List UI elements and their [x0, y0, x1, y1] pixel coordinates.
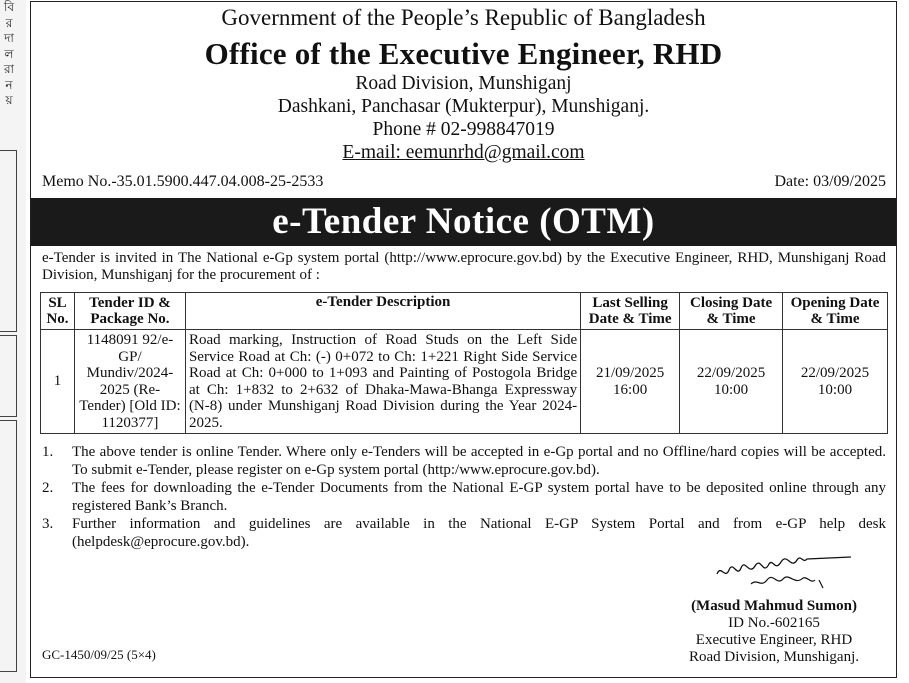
closing-time: 10:00: [713, 381, 749, 398]
note-text: The fees for downloading the e-Tender Documents from the National E-GP system portal have to be deposited online through any registered Bank’s Branch.: [72, 480, 886, 514]
memo-number: Memo No.-35.01.5900.447.04.008-25-2533: [42, 173, 324, 190]
note-text: The above tender is online Tender. Where only e-Tenders will be accepted in e-Gp portal and no Offline/hard copies will be accepted. To submit e-Tender, please register on e-Gp system portal (http:/www.eprocure.gov.bd).: [72, 444, 886, 478]
note-item: [42, 516, 886, 551]
notes-list: [42, 444, 886, 553]
note-text: Further information and guidelines are available in the National E-GP System Portal and from e-GP help desk (helpdesk@eprocure.gov.bd).: [72, 516, 886, 550]
email-line: [31, 142, 896, 164]
title-banner: [31, 198, 896, 246]
phone-line: Phone # 02-998847019: [372, 119, 555, 140]
cell-tender-id: 1148091 92/e-GP/ Mundiv/2024-2025 (Re-Tender) [Old ID: 1120377]: [74, 330, 185, 434]
opening-time: 10:00: [817, 381, 853, 398]
note-number: 2.: [42, 480, 54, 497]
strip-char: দা: [4, 31, 14, 45]
strip-char: রা: [3, 62, 15, 76]
header-tender-id: Tender ID & Package No.: [74, 293, 185, 330]
strip-char: ল: [4, 46, 14, 61]
signatory-id: ID No.-602165: [728, 615, 820, 631]
cell-description: Road marking, Instruction of Road Studs on the Left Side Service Road at Ch: (-) 0+072 to Ch: 1+221 Right Side Service Road at Ch: 0+000 to 1+093 and Painting of Postogola Bridge at Ch: 1+832 to 2+632 of Dhaka-Mawa-Bhanga Expressway (N-8) under Munshiganj Road Division during the Year 2024-2025.: [185, 330, 580, 434]
address-line: Dashkani, Panchasar (Mukterpur), Munshiganj.: [277, 96, 650, 117]
handwritten-signature: [711, 550, 861, 592]
signatory-name: (Masud Mahmud Sumon): [691, 598, 857, 614]
cell-sl: 1: [41, 330, 75, 434]
cell-closing: [680, 330, 783, 434]
note-item: [42, 444, 886, 479]
government-line: Government of the People’s Republic of Bangladesh: [221, 5, 706, 30]
strip-char: র: [5, 15, 13, 30]
cell-last-selling: [581, 330, 680, 434]
gc-code: GC-1450/09/25 (5×4): [42, 647, 156, 662]
adjacent-ad-border: [0, 335, 17, 417]
note-number: 3.: [42, 516, 54, 533]
note-item: [42, 480, 886, 515]
cell-opening: [783, 330, 888, 434]
notice-date: Date: 03/09/2025: [774, 173, 886, 190]
tender-table: [40, 292, 888, 434]
header-last-selling: Last Selling Date & Time: [581, 293, 680, 330]
last-selling-time: 16:00: [613, 381, 648, 398]
closing-date: 22/09/2025: [696, 365, 766, 381]
email-link[interactable]: E-mail: eemunrhd@gmail.com: [342, 142, 585, 163]
last-selling-date: 21/09/2025: [595, 365, 665, 381]
adjacent-ad-border: [0, 150, 17, 332]
intro-paragraph: e-Tender is invited in The National e-Gp system portal (http://www.eprocure.gov.bd) by the Executive Engineer, RHD, Munshiganj Road Division, Munshiganj for the procurement of :: [42, 250, 886, 283]
signatory-block: [674, 598, 874, 666]
notice-title: e-Tender Notice (OTM): [272, 201, 655, 242]
signatory-designation: Executive Engineer, RHD: [695, 632, 853, 648]
adjacent-column-text: [2, 0, 16, 109]
table-row: [41, 330, 888, 434]
strip-char: য়: [5, 93, 13, 107]
opening-date: 22/09/2025: [800, 365, 870, 381]
division-line: Road Division, Munshiganj: [355, 73, 572, 94]
note-number: 1.: [42, 444, 54, 460]
strip-char: ন: [5, 77, 13, 92]
header-closing: Closing Date & Time: [680, 293, 783, 330]
table-header-row: [41, 293, 888, 330]
strip-char: বি: [3, 0, 15, 14]
header-sl: SL No.: [41, 293, 75, 330]
office-title: Office of the Executive Engineer, RHD: [204, 36, 723, 71]
header-description: e-Tender Description: [185, 293, 580, 330]
adjacent-ad-border: [0, 420, 17, 672]
tender-notice: [30, 1, 897, 678]
adjacent-column-strip: [0, 0, 26, 683]
signatory-office: Road Division, Munshiganj.: [688, 649, 859, 665]
header-opening: Opening Date & Time: [783, 293, 888, 330]
